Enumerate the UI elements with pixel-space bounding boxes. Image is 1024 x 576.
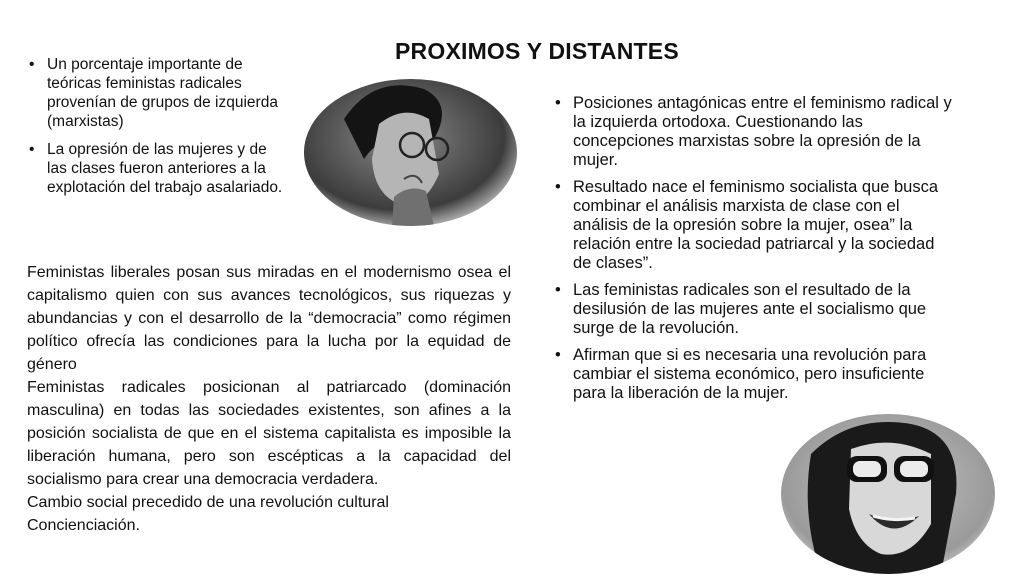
paragraph-cambio-social: Cambio social precedido de una revolución cultural: [27, 494, 389, 511]
slide-title: PROXIMOS Y DISTANTES: [395, 38, 679, 64]
paragraph-concienciacion: Concienciación.: [27, 517, 140, 534]
top-left-bullet-list: [27, 55, 289, 206]
bullet-item: • Un porcentaje importante de teóricas feministas radicales provenían de grupos de izquierda (marxistas): [27, 55, 289, 131]
paragraph-liberales: Feministas liberales posan sus miradas en el modernismo osea el capitalismo quien con sus avances tecnológicos, sus riquezas y abundancias y con el desarrollo de la “democracia” como régimen político ofrecía las condiciones para la lucha por la equidad de género: [27, 264, 511, 373]
bullet-item: • Las feministas radicales son el resultado de la desilusión de las mujeres ante el socialismo que surge de la revolución.: [553, 281, 953, 338]
body-paragraphs: [27, 261, 511, 537]
woman-with-glasses-portrait: [304, 79, 517, 226]
bullet-item: • Posiciones antagónicas entre el feminismo radical y la izquierda ortodoxa. Cuestionando las concepciones marxistas sobre la opresión de la mujer.: [553, 94, 953, 170]
bullet-item: • Afirman que si es necesaria una revolución para cambiar el sistema económico, pero insuficiente para la liberación de la mujer.: [553, 346, 953, 403]
right-bullet-list: [553, 94, 953, 411]
bullet-item: • La opresión de las mujeres y de las clases fueron anteriores a la explotación del trabajo asalariado.: [27, 140, 289, 197]
bullet-item: • Resultado nace el feminismo socialista que busca combinar el análisis marxista de clase con el análisis de la opresión sobre la mujer, osea” la relación entre la sociedad patriarcal y la sociedad de clases”.: [553, 178, 953, 273]
paragraph-radicales: Feministas radicales posicionan al patriarcado (dominación masculina) en todas las sociedades existentes, son afines a la posición socialista de que en el sistema capitalista es imposible la liberación humana, pero son escépticas a la capacidad del socialismo para crear una democracia verdadera.: [27, 379, 511, 488]
laughing-woman-portrait: [781, 414, 995, 574]
